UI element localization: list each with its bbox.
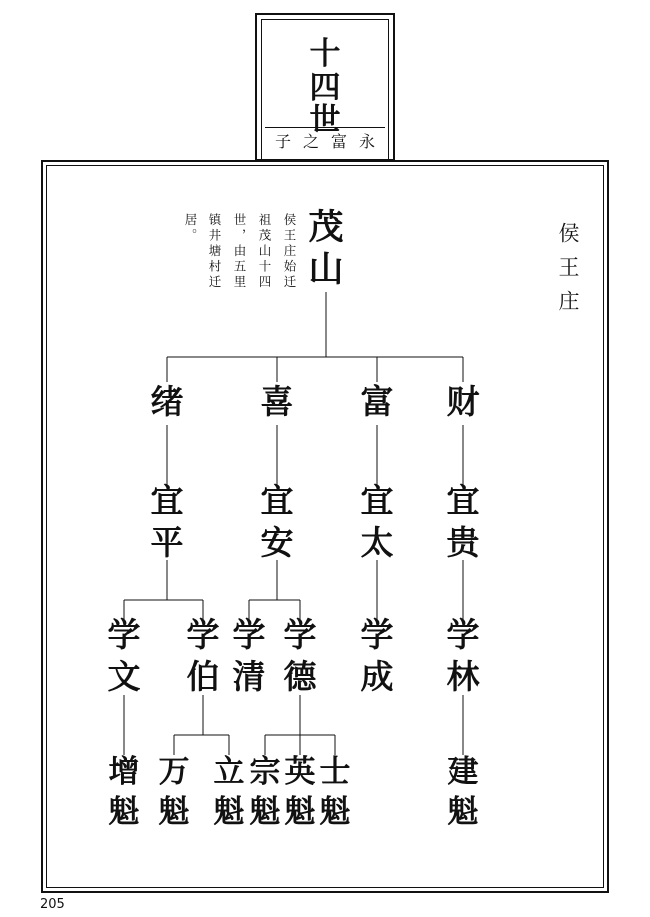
- gen4-name-xuewen: 学文: [107, 615, 141, 696]
- gen5-name-zengkui: 增魁: [108, 754, 140, 830]
- grandson-name-4: 宜贵: [446, 481, 480, 562]
- grandson-name-1: 宜平: [150, 481, 184, 562]
- son-name-1: 绪: [150, 382, 184, 421]
- note-column-5: 居。: [183, 213, 198, 244]
- grandson-name-2: 宜安: [260, 481, 294, 562]
- gen4-name-xuecheng: 学成: [360, 615, 394, 696]
- note-column-3: 世，由五里: [232, 213, 247, 291]
- gen5-name-yingkui: 英魁: [284, 754, 316, 830]
- son-name-3: 富: [360, 382, 394, 421]
- gen4-name-xueqing: 学清: [232, 615, 266, 696]
- place-label: 侯王庄: [556, 222, 580, 324]
- son-name-2: 喜: [260, 382, 294, 421]
- root-char-1: 茂山: [308, 207, 344, 290]
- gen5-name-zongkui: 宗魁: [249, 754, 281, 830]
- title-char-2: 四: [309, 70, 341, 106]
- gen5-name-jiankui: 建魁: [447, 754, 479, 830]
- gen5-name-wankui: 万魁: [158, 754, 190, 830]
- gen5-name-likui: 立魁: [213, 754, 245, 830]
- grandson-name-3: 宜太: [360, 481, 394, 562]
- title-char-3: 世: [309, 102, 341, 138]
- gen5-name-shikui: 士魁: [319, 754, 351, 830]
- note-column-2: 祖茂山十四: [257, 213, 272, 291]
- page-number: 205: [40, 897, 65, 912]
- gen4-name-xuede: 学德: [283, 615, 317, 696]
- note-column-1: 侯王庄始迁: [282, 213, 297, 291]
- title-char-1: 十: [309, 36, 341, 72]
- gen4-name-xuebo: 学伯: [186, 615, 220, 696]
- son-name-4: 财: [446, 382, 480, 421]
- note-column-4: 镇井塘村迁: [207, 213, 222, 291]
- gen4-name-xuelin: 学林: [446, 615, 480, 696]
- subtitle: 子之富永: [274, 132, 387, 151]
- root-name: [304, 207, 348, 291]
